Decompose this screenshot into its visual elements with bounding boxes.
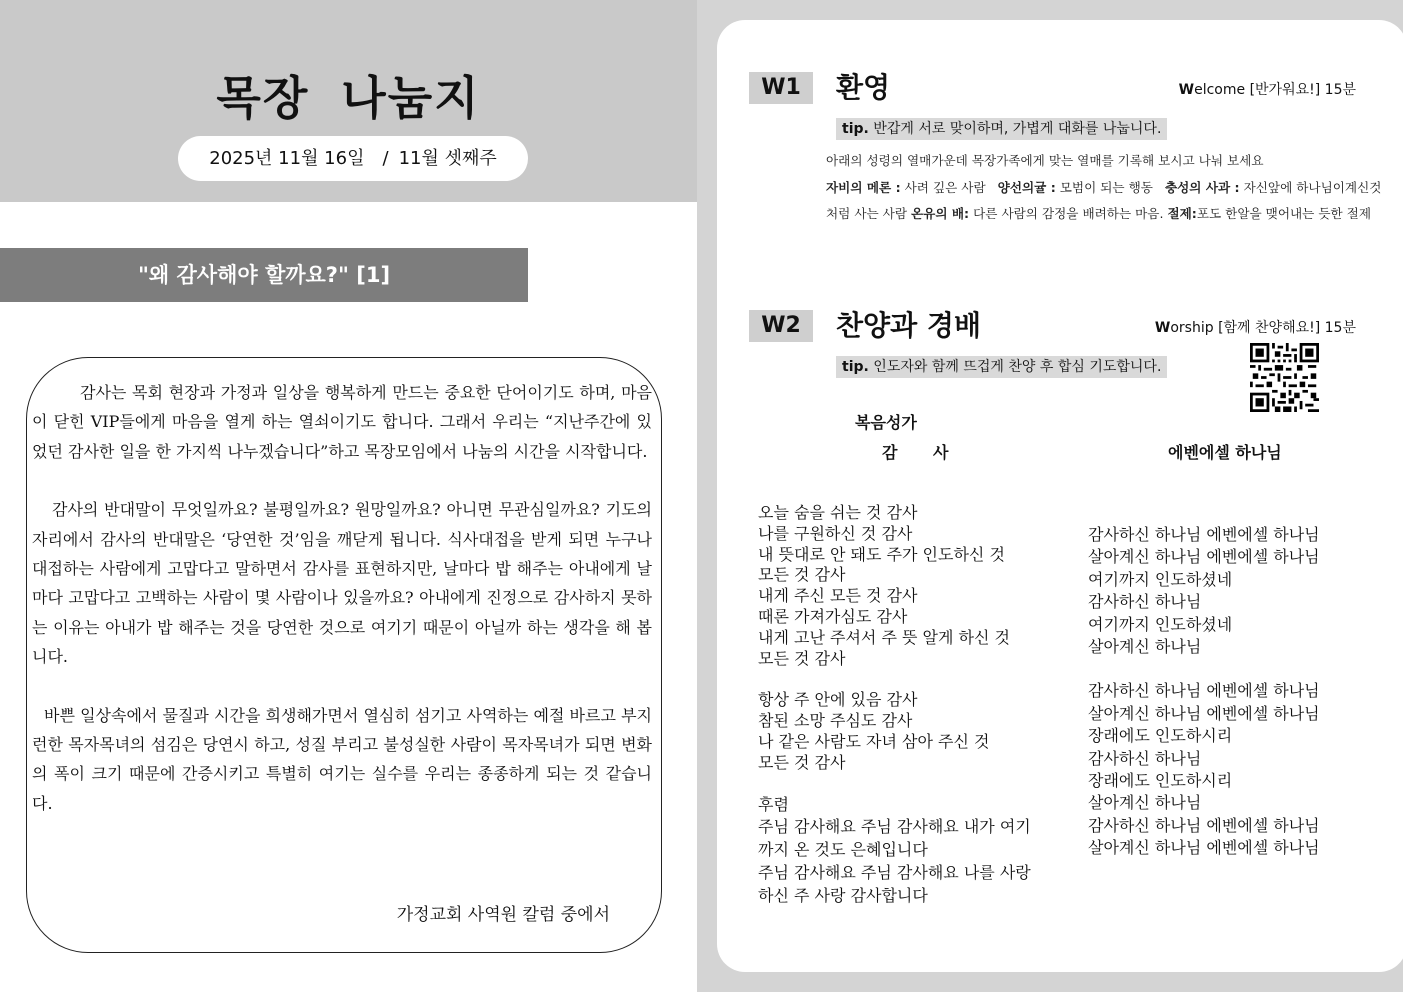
w2-tip [836, 356, 1167, 378]
fruit-goodness-desc: 모범이 되는 행동 [1055, 179, 1153, 195]
lyric-line: 감사하신 하나님 에벤에셀 하나님 [1088, 815, 1320, 835]
w1-subtitle-rest: elcome [반가워요!] 15분 [1194, 82, 1356, 98]
song1-stanza-1 [758, 503, 1078, 669]
w1-tip [836, 118, 1167, 140]
w2-tip-label: tip. [842, 359, 869, 375]
lyric-line: 참된 소망 주심도 감사 [758, 711, 913, 731]
lyric-line: 살아계신 하나님 [1088, 793, 1202, 813]
lyric-line: 감사하신 하나님 [1088, 592, 1202, 612]
lyric-line: 장래에도 인도하시리 [1088, 771, 1233, 791]
song1-lyrics [758, 503, 1078, 907]
song2-stanza-1 [1088, 524, 1378, 658]
w2-badge: W2 [749, 310, 813, 342]
column-paragraph-2: 감사의 반대말이 무엇일까요? 불평일까요? 원망일까요? 아니면 무관심일까요? 기도의 자리에서 감사의 반대말은 ‘당연한 것’임을 깨닫게 됩니다. 식사대접을 받게 되면 누구나 대접하는 사람에게 고맙다고 말하면서 감사를 표현하지만, 날마다 밥 해주는 아내에게 날마다 고맙다고 고백하는 사람이 몇 사람이나 있을까요? 아내에게 진정으로 감사하지 못하는 이유는 아내가 밥 해주는 것을 당연한 것으로 여기기 때문이 아닐까 하는 생각을 해 봅니다. [32, 500, 652, 667]
lyric-line: 나 같은 사람도 자녀 삼아 주신 것 [758, 731, 990, 751]
song2-title: 에벤에셀 하나님 [1168, 443, 1282, 462]
song1-title: 감 사 [882, 443, 949, 462]
lyric-line: 때론 가져가심도 감사 [758, 606, 908, 626]
song-category: 복음성가 [855, 413, 917, 432]
lyric-line: 감사하신 하나님 [1088, 748, 1202, 768]
page-title: 목장 나눔지 [216, 71, 481, 125]
w1-description [826, 148, 1382, 228]
lyric-line: 후렴 [758, 794, 789, 814]
fruit-faithfulness-name: 충성의 사과 : [1164, 179, 1240, 195]
lyric-line: 장래에도 인도하시리 [1088, 726, 1233, 746]
song2-stanza-2 [1088, 680, 1378, 859]
w1-subtitle [1100, 79, 1356, 99]
lyric-line: 여기까지 인도하셨네 [1088, 614, 1233, 634]
w1-tip-text: 반갑게 서로 맞이하며, 가볍게 대화를 나눕니다. [868, 121, 1162, 137]
lyric-line: 감사하신 하나님 에벤에셀 하나님 [1088, 525, 1320, 544]
fruit-mercy-name: 자비의 메론 : [826, 179, 901, 195]
lyric-line: 주님 감사해요 주님 감사해요 나를 사랑 [758, 863, 1031, 883]
date-separator: / [382, 148, 389, 169]
column-text [32, 378, 652, 818]
lyric-line: 모든 것 감사 [758, 648, 846, 668]
date-text: 2025년 11월 16일 [209, 148, 365, 169]
w1-subtitle-initial: W [1178, 82, 1195, 98]
w2-tip-text: 인도자와 함께 뜨겁게 찬양 후 합심 기도합니다. [868, 359, 1162, 375]
w1-tip-label: tip. [842, 121, 869, 137]
column-paragraph-1: 감사는 목회 현장과 가정과 일상을 행복하게 만드는 중요한 단어이기도 하며, 마음이 닫힌 VIP들에게 마음을 열게 하는 열쇠이기도 합니다. 그래서 우리는 “지난주간에 있었던 감사한 일을 한 가지씩 나누겠습니다”하고 목장모임에서 나눔의 시간을 시작합니다. [32, 383, 652, 461]
qr-code-icon[interactable] [1250, 343, 1319, 412]
fruit-goodness-name: 양선의귤 : [997, 179, 1056, 195]
lyric-line: 모든 것 감사 [758, 565, 846, 585]
lyric-line: 내 뜻대로 안 돼도 주가 인도하신 것 [758, 544, 1005, 564]
w1-title: 환영 [836, 71, 891, 104]
w2-subtitle-initial: W [1154, 320, 1171, 336]
lyric-line: 나를 구원하신 것 감사 [758, 523, 913, 543]
fruit-faithfulness-desc: 자신앞에 하나님이계신것 [1239, 179, 1382, 195]
fruit-mercy-desc: 사려 깊은 사람 [900, 179, 986, 195]
lyric-line: 모든 것 감사 [758, 752, 846, 772]
lyric-line: 살아계신 하나님 에벤에셀 하나님 [1088, 547, 1320, 567]
date-badge [178, 136, 528, 181]
w1-fruits-line-2 [826, 201, 1371, 228]
w1-fruits-line-1 [826, 175, 1382, 202]
lyric-line: 내게 주신 모든 것 감사 [758, 586, 918, 606]
w2-title: 찬양과 경배 [836, 309, 981, 342]
song1-chorus [758, 795, 1078, 908]
w1-badge: W1 [749, 72, 813, 104]
fruit-self-control-desc: 포도 한알을 맺어내는 듯한 절제 [1196, 206, 1371, 221]
lyric-line: 살아계신 하나님 에벤에셀 하나님 [1088, 703, 1320, 723]
lyric-line: 항상 주 안에 있음 감사 [758, 690, 918, 710]
week-text: 11월 셋째주 [398, 148, 497, 169]
lyric-line: 살아계신 하나님 [1088, 637, 1202, 657]
fruit-gentleness-name: 온유의 배: [911, 206, 970, 221]
lyric-line: 여기까지 인도하셨네 [1088, 569, 1233, 589]
fruit-gentleness-desc: 다른 사람의 감정을 배려하는 마음. [969, 206, 1168, 221]
lyric-line: 감사하신 하나님 에벤에셀 하나님 [1088, 681, 1320, 701]
w2-subtitle [1100, 317, 1356, 337]
w1-intro: 아래의 성령의 열매가운데 목장가족에게 맞는 열매를 기록해 보시고 나눠 보세요 [826, 153, 1264, 168]
w2-subtitle-rest: orship [함께 찬양해요!] 15분 [1170, 320, 1356, 336]
lyric-line: 주님 감사해요 주님 감사해요 내가 여기 [758, 817, 1031, 837]
column-title: "왜 감사해야 할까요?" [1] [137, 263, 391, 287]
lyric-line: 까지 온 것도 은혜입니다 [758, 840, 928, 860]
column-source: 가정교회 사역원 칼럼 중에서 [396, 905, 610, 925]
lyric-line: 오늘 숨을 쉬는 것 감사 [758, 503, 918, 522]
song2-lyrics [1088, 524, 1378, 860]
column-paragraph-3: 바쁜 일상속에서 물질과 시간을 희생해가면서 열심히 섬기고 사역하는 예절 바르고 부지런한 목자목녀의 섬김은 당연시 하고, 성질 부리고 불성실한 사람이 목자목녀가 되면 변화의 폭이 크기 때문에 간증시키고 특별히 여기는 실수를 우리는 종종하게 되는 것 같습니다. [32, 705, 652, 813]
lyric-line: 하신 주 사랑 감사합니다 [758, 886, 928, 906]
column-title-bar [0, 248, 528, 302]
fruit-self-control-name: 절제: [1167, 206, 1197, 221]
song1-stanza-2 [758, 690, 1078, 773]
lyric-line: 내게 고난 주셔서 주 뜻 알게 하신 것 [758, 627, 1010, 647]
lyric-line: 살아계신 하나님 에벤에셀 하나님 [1088, 838, 1320, 858]
fruit-faithfulness-desc-cont: 처럼 사는 사람 [826, 206, 912, 221]
